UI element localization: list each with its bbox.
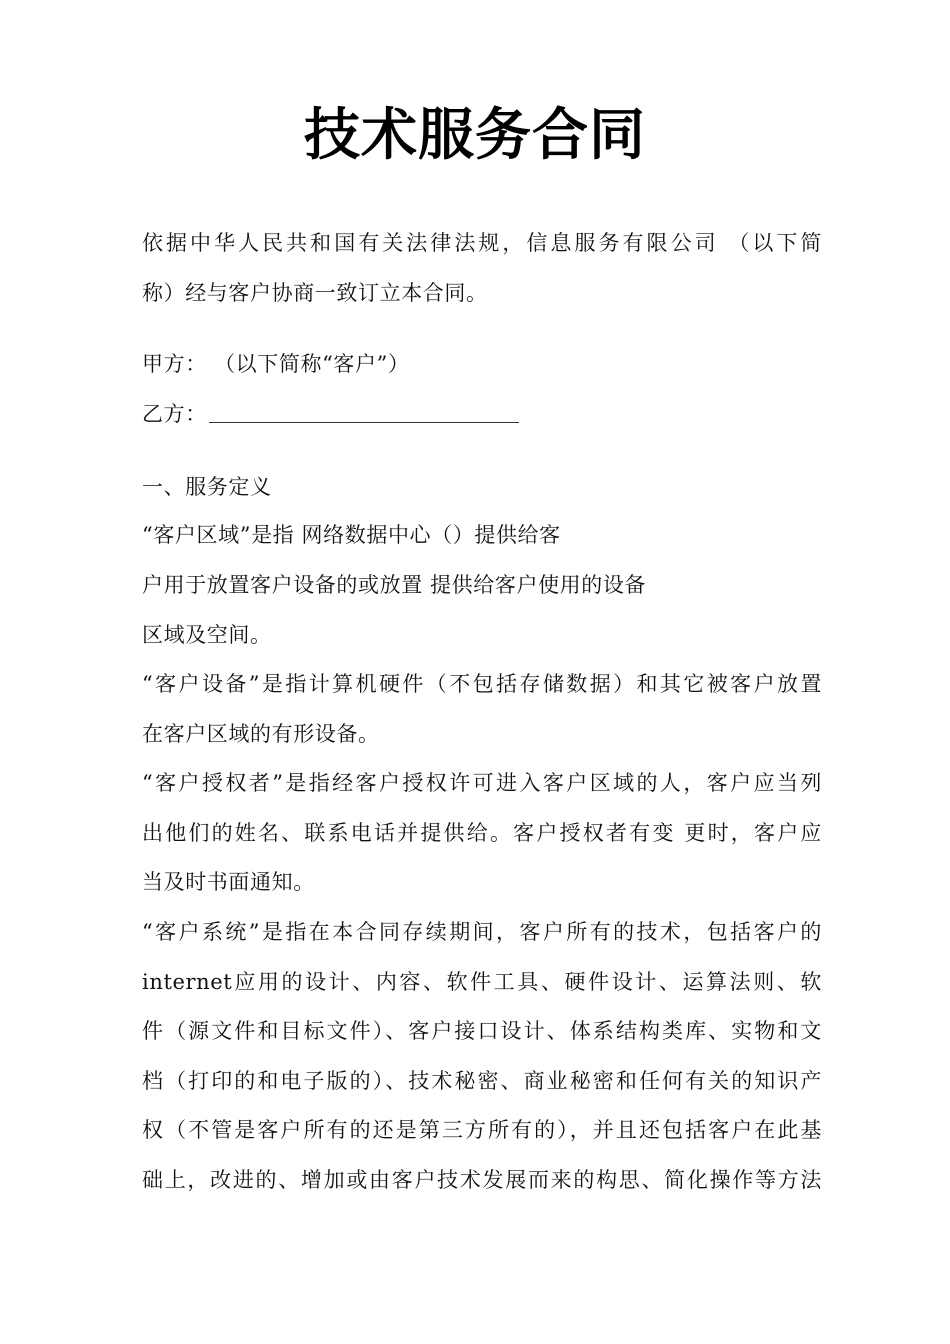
party-b-line xyxy=(142,399,822,429)
body-line: 出他们的姓名、联系电话并提供给。客户授权者有变 更时，客户应 xyxy=(142,821,822,845)
body-line: 在客户区域的有形设备。 xyxy=(142,722,380,746)
party-a-line: 甲方： （以下简称“客户”） xyxy=(142,352,410,376)
document-title: 技术服务合同 xyxy=(304,103,646,168)
body-line: 档（打印的和电子版的）、技术秘密、商业秘密和任何有关的知识产 xyxy=(142,1069,822,1093)
body-line: 件（源文件和目标文件）、客户接口设计、体系结构类库、实物和文 xyxy=(142,1019,822,1043)
body-line: “客户区域”是指 网络数据中心（）提供给客 xyxy=(142,523,561,547)
party-b-blank xyxy=(209,404,519,423)
body-line: “客户授权者”是指经客户授权许可进入客户区域的人，客户应当列 xyxy=(142,771,822,795)
body-line: internet应用的设计、内容、软件工具、硬件设计、运算法则、软 xyxy=(142,970,822,994)
body-line: 权（不管是客户所有的还是第三方所有的），并且还包括客户在此基 xyxy=(142,1118,822,1142)
body-line: “客户系统”是指在本合同存续期间，客户所有的技术，包括客户的 xyxy=(142,920,822,944)
body-line: 当及时书面通知。 xyxy=(142,870,315,894)
intro-line-1: 依据中华人民共和国有关法律法规，信息服务有限公司 （以下简 xyxy=(142,231,822,255)
body-line: 户用于放置客户设备的或放置 提供给客户使用的设备 xyxy=(142,573,647,597)
intro-line-2: 称）经与客户协商一致订立本合同。 xyxy=(142,281,488,305)
body-line: 础上，改进的、增加或由客户技术发展而来的构思、简化操作等方法 xyxy=(142,1168,822,1192)
body-line: 区域及空间。 xyxy=(142,623,272,647)
body-line: “客户设备”是指计算机硬件（不包括存储数据）和其它被客户放置 xyxy=(142,672,822,696)
section-heading-service-definition: 一、服务定义 xyxy=(142,475,272,499)
party-b-label: 乙方： xyxy=(142,402,207,426)
